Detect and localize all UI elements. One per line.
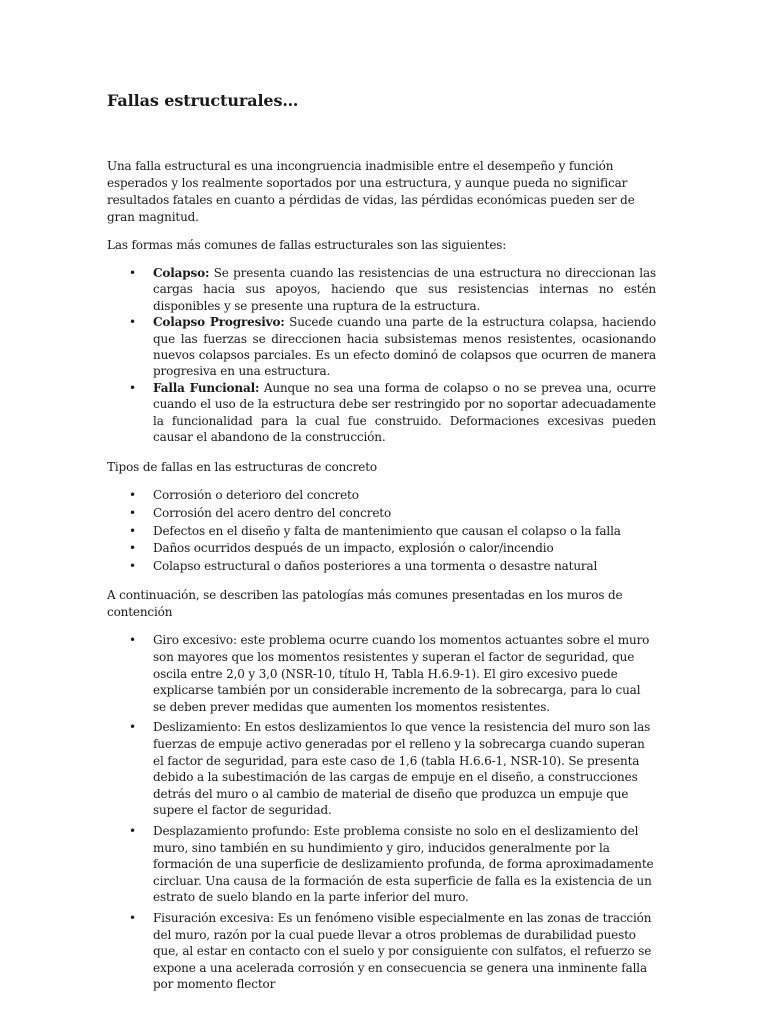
failure-description: Se presenta cuando las resistencias de una estructura no direccionan las cargas hacia sus apoyos, haciendo que sus resistencias internas no estén disponibles y se presente una ruptura de la estructura. (153, 266, 656, 313)
failure-term: Colapso: (153, 266, 210, 280)
list-item: • Desplazamiento profundo: Este problema consiste no solo en el deslizamiento del muro, sino también en su hundimiento y giro, inducidos generalmente por la formación de una superficie de deslizamiento profunda, de forma aproximadamente circluar. Una causa de la formación de esta superficie de falla es la existencia de un estrato de suelo blando en la parte inferior del muro. (107, 823, 656, 906)
wall-pathologies-list (107, 632, 656, 992)
list-item (107, 314, 656, 380)
list-item (107, 380, 656, 446)
walls-heading: A continuación, se describen las patologías más comunes presentadas en los muros de contención (107, 588, 623, 620)
failure-types-list (107, 265, 656, 445)
forms-heading: Las formas más comunes de fallas estructurales son las siguientes: (107, 238, 507, 252)
failure-term: Colapso Progresivo: (153, 315, 285, 330)
list-item: • Fisuración excesiva: Es un fenómeno visible especialmente en las zonas de tracción del muro, razón por la cual puede llevar a otros problemas de durabilidad puesto que, al estar en contacto con el suelo y por consiguiente con sulfatos, el refuerzo se expone a una acelerada corrosión y en consecuencia se genera una inminente falla por momento flector (107, 910, 656, 993)
concrete-failures-list (107, 487, 656, 575)
list-item (107, 265, 656, 314)
failure-description: Aunque no sea una forma de colapso o no se prevea una, ocurre cuando el uso de la estructura debe ser restringido por no soportar adecuadamente la funcionalidad para la cual fue construido. Deformaciones excesivas pueden causar el abandono de la construcción. (153, 380, 656, 445)
list-item: • Deslizamiento: En estos deslizamientos lo que vence la resistencia del muro son las fuerzas de empuje activo generadas por el relleno y la sobrecarga cuando superan el factor de seguridad, para este caso de 1,6 (tabla H.6.6-1, NSR-10). Se presenta debido a la subestimación de las cargas de empuje en el diseño, a construcciones detrás del muro o al cambio de material de diseño que produzca un empuje que supere el factor de seguridad. (107, 719, 656, 819)
intro-paragraph: Una falla estructural es una incongruencia inadmisible entre el desempeño y función esperados y los realmente soportados por una estructura, y aunque pueda no significar resultados fatales en cuanto a pérdidas de vidas, las pérdidas económicas pueden ser de gran magnitud. (107, 159, 635, 224)
list-item: • Corrosión o deterioro del concreto (107, 487, 656, 505)
list-item: • Giro excesivo: este problema ocurre cuando los momentos actuantes sobre el muro son mayores que los momentos resistentes y superan el factor de seguridad, que oscila entre 2,0 y 3,0 (NSR-10, título H, Tabla H.6.9-1). El giro excesivo puede explicarse también por un considerable incremento de la sobrecarga, para lo cual se deben prever medidas que aumenten los momentos resistentes. (107, 632, 656, 715)
concrete-heading: Tipos de fallas en las estructuras de concreto (107, 460, 377, 475)
list-item: • Corrosión del acero dentro del concreto (107, 505, 656, 523)
list-item: • Colapso estructural o daños posteriores a una tormenta o desastre natural (107, 558, 656, 576)
document-title: Fallas estructurales… (107, 91, 299, 110)
failure-term: Falla Funcional: (153, 380, 260, 395)
failure-description: Sucede cuando una parte de la estructura colapsa, haciendo que las fuerzas se direccionen hacia subsistemas menos resistentes, ocasionando nuevos colapsos parciales. Es un efecto dominó de colapsos que ocurren de manera progresiva en una estructura. (153, 315, 656, 379)
list-item: • Defectos en el diseño y falta de mantenimiento que causan el colapso o la falla (107, 523, 656, 541)
list-item: • Daños ocurridos después de un impacto, explosión o calor/incendio (107, 540, 656, 558)
